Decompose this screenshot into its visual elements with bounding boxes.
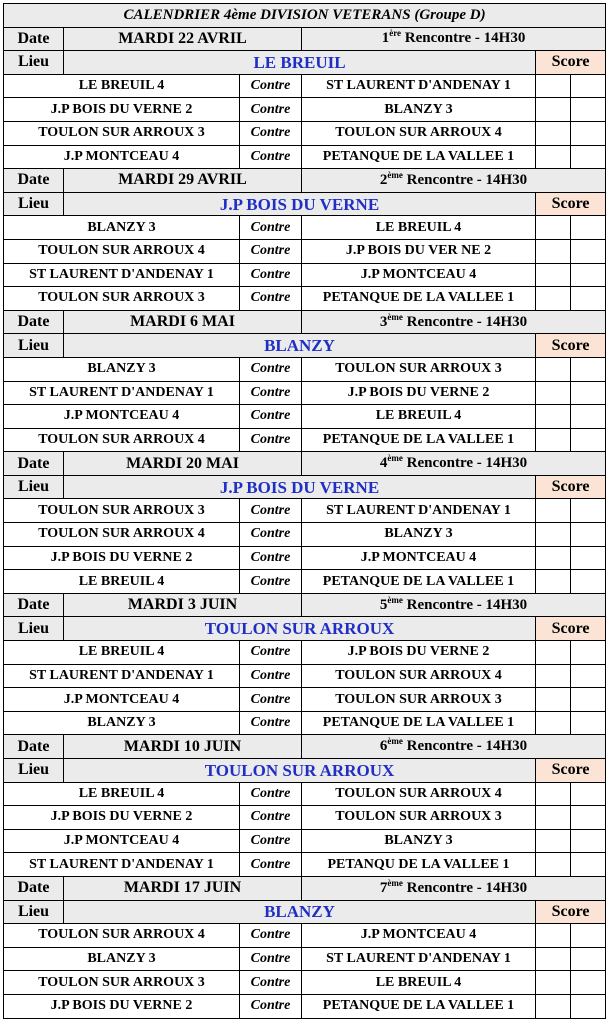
away-score-cell[interactable] (571, 806, 606, 830)
home-team: J.P MONTCEAU 4 (4, 145, 240, 169)
calendar-table (3, 3, 606, 1019)
away-team: LE BREUIL 4 (302, 971, 536, 995)
away-team: PETANQUE DE LA VALLEE 1 (302, 570, 536, 594)
match-row (4, 994, 606, 1018)
home-score-cell[interactable] (536, 947, 571, 971)
away-score-cell[interactable] (571, 664, 606, 688)
match-row (4, 947, 606, 971)
rencontre-text: Rencontre - 14H30 (402, 313, 528, 330)
home-score-cell[interactable] (536, 381, 571, 405)
date-label: Date (4, 27, 64, 51)
home-team: ST LAURENT D'ANDENAY 1 (4, 381, 240, 405)
rencontre-text: Rencontre - 14H30 (402, 738, 528, 755)
away-team: BLANZY 3 (302, 523, 536, 547)
lieu-label: Lieu (4, 475, 64, 499)
match-row (4, 239, 606, 263)
round-date-row (4, 593, 606, 617)
away-score-cell[interactable] (571, 688, 606, 712)
match-row (4, 806, 606, 830)
away-team: BLANZY 3 (302, 98, 536, 122)
home-team: J.P MONTCEAU 4 (4, 405, 240, 429)
away-score-cell[interactable] (571, 428, 606, 452)
home-score-cell[interactable] (536, 971, 571, 995)
away-score-cell[interactable] (571, 829, 606, 853)
rencontre-number: 3 (379, 313, 388, 330)
rencontre-text: Rencontre - 14H30 (401, 30, 526, 47)
rencontre-label (302, 27, 606, 51)
away-score-cell[interactable] (571, 994, 606, 1018)
contre-label: Contre (240, 216, 302, 240)
rencontre-label (302, 876, 606, 900)
match-row (4, 688, 606, 712)
round-date: MARDI 10 JUIN (64, 735, 302, 759)
rencontre-text: Rencontre - 14H30 (402, 171, 528, 188)
rencontre-number: 7 (379, 879, 388, 896)
lieu-label: Lieu (4, 900, 64, 924)
away-score-cell[interactable] (571, 145, 606, 169)
match-row (4, 971, 606, 995)
home-team: J.P BOIS DU VERNE 2 (4, 806, 240, 830)
venue-name: LE BREUIL (64, 51, 536, 75)
round-date: MARDI 17 JUIN (64, 876, 302, 900)
score-header: Score (536, 192, 606, 216)
home-team: LE BREUIL 4 (4, 641, 240, 665)
home-score-cell[interactable] (536, 357, 571, 381)
contre-label: Contre (240, 664, 302, 688)
home-score-cell[interactable] (536, 806, 571, 830)
contre-label: Contre (240, 499, 302, 523)
round-date: MARDI 6 MAI (64, 310, 302, 334)
away-team: TOULON SUR ARROUX 3 (302, 806, 536, 830)
home-score-cell[interactable] (536, 405, 571, 429)
away-score-cell[interactable] (571, 499, 606, 523)
match-row (4, 829, 606, 853)
score-header: Score (536, 900, 606, 924)
contre-label: Contre (240, 924, 302, 948)
home-score-cell[interactable] (536, 216, 571, 240)
home-score-cell[interactable] (536, 287, 571, 311)
home-score-cell[interactable] (536, 263, 571, 287)
round-date-row (4, 735, 606, 759)
home-team: LE BREUIL 4 (4, 74, 240, 98)
away-score-cell[interactable] (571, 357, 606, 381)
rencontre-label (302, 452, 606, 476)
away-score-cell[interactable] (571, 570, 606, 594)
home-score-cell[interactable] (536, 546, 571, 570)
lieu-label: Lieu (4, 759, 64, 783)
away-score-cell[interactable] (571, 546, 606, 570)
match-row (4, 782, 606, 806)
away-team: TOULON SUR ARROUX 4 (302, 664, 536, 688)
home-score-cell[interactable] (536, 711, 571, 735)
away-team: TOULON SUR ARROUX 3 (302, 688, 536, 712)
contre-label: Contre (240, 381, 302, 405)
round-venue-row (4, 334, 606, 358)
rencontre-text: Rencontre - 14H30 (402, 879, 528, 896)
match-row (4, 711, 606, 735)
away-team: PETANQUE DE LA VALLEE 1 (302, 145, 536, 169)
rencontre-suffix: ère (389, 28, 402, 39)
away-team: PETANQU DE LA VALLEE 1 (302, 853, 536, 877)
match-row (4, 641, 606, 665)
venue-name: TOULON SUR ARROUX (64, 759, 536, 783)
away-team: ST LAURENT D'ANDENAY 1 (302, 947, 536, 971)
away-team: PETANQUE DE LA VALLEE 1 (302, 428, 536, 452)
away-team: TOULON SUR ARROUX 4 (302, 782, 536, 806)
match-row (4, 357, 606, 381)
contre-label: Contre (240, 641, 302, 665)
away-team: TOULON SUR ARROUX 4 (302, 121, 536, 145)
round-venue-row (4, 51, 606, 75)
match-row (4, 216, 606, 240)
match-row (4, 499, 606, 523)
home-team: LE BREUIL 4 (4, 570, 240, 594)
contre-label: Contre (240, 145, 302, 169)
home-team: ST LAURENT D'ANDENAY 1 (4, 664, 240, 688)
round-date-row (4, 452, 606, 476)
match-row (4, 287, 606, 311)
round-venue-row (4, 475, 606, 499)
match-row (4, 428, 606, 452)
contre-label: Contre (240, 829, 302, 853)
contre-label: Contre (240, 994, 302, 1018)
home-team: BLANZY 3 (4, 216, 240, 240)
contre-label: Contre (240, 782, 302, 806)
contre-label: Contre (240, 74, 302, 98)
match-row (4, 98, 606, 122)
score-header: Score (536, 759, 606, 783)
match-row (4, 546, 606, 570)
away-team: TOULON SUR ARROUX 3 (302, 357, 536, 381)
date-label: Date (4, 735, 64, 759)
away-score-cell[interactable] (571, 523, 606, 547)
contre-label: Contre (240, 546, 302, 570)
match-row (4, 523, 606, 547)
home-team: BLANZY 3 (4, 357, 240, 381)
away-team: LE BREUIL 4 (302, 216, 536, 240)
contre-label: Contre (240, 971, 302, 995)
venue-name: J.P BOIS DU VERNE (64, 475, 536, 499)
venue-name: TOULON SUR ARROUX (64, 617, 536, 641)
rencontre-number: 6 (379, 738, 388, 755)
score-header: Score (536, 51, 606, 75)
contre-label: Contre (240, 711, 302, 735)
home-score-cell[interactable] (536, 239, 571, 263)
contre-label: Contre (240, 357, 302, 381)
away-score-cell[interactable] (571, 405, 606, 429)
away-team: LE BREUIL 4 (302, 405, 536, 429)
rencontre-label (302, 735, 606, 759)
home-team: TOULON SUR ARROUX 3 (4, 121, 240, 145)
home-score-cell[interactable] (536, 523, 571, 547)
away-score-cell[interactable] (571, 853, 606, 877)
match-row (4, 570, 606, 594)
lieu-label: Lieu (4, 192, 64, 216)
contre-label: Contre (240, 853, 302, 877)
round-date: MARDI 29 AVRIL (64, 169, 302, 193)
venue-name: J.P BOIS DU VERNE (64, 192, 536, 216)
lieu-label: Lieu (4, 617, 64, 641)
match-row (4, 924, 606, 948)
match-row (4, 145, 606, 169)
round-date: MARDI 22 AVRIL (64, 27, 302, 51)
contre-label: Contre (240, 287, 302, 311)
away-score-cell[interactable] (571, 971, 606, 995)
away-score-cell[interactable] (571, 782, 606, 806)
date-label: Date (4, 593, 64, 617)
lieu-label: Lieu (4, 334, 64, 358)
home-team: TOULON SUR ARROUX 4 (4, 523, 240, 547)
round-date-row (4, 169, 606, 193)
rencontre-suffix: ème (387, 453, 403, 464)
round-date: MARDI 3 JUIN (64, 593, 302, 617)
home-score-cell[interactable] (536, 98, 571, 122)
round-date: MARDI 20 MAI (64, 452, 302, 476)
home-team: TOULON SUR ARROUX 3 (4, 499, 240, 523)
away-score-cell[interactable] (571, 711, 606, 735)
match-row (4, 263, 606, 287)
title-row (4, 4, 606, 28)
home-team: J.P MONTCEAU 4 (4, 829, 240, 853)
away-score-cell[interactable] (571, 924, 606, 948)
away-team: PETANQUE DE LA VALLEE 1 (302, 711, 536, 735)
match-row (4, 121, 606, 145)
score-header: Score (536, 475, 606, 499)
home-team: TOULON SUR ARROUX 4 (4, 428, 240, 452)
rencontre-number: 4 (379, 455, 388, 472)
rencontre-suffix: ème (387, 594, 403, 605)
home-team: TOULON SUR ARROUX 4 (4, 239, 240, 263)
away-team: PETANQUE DE LA VALLEE 1 (302, 994, 536, 1018)
away-team: BLANZY 3 (302, 829, 536, 853)
rencontre-suffix: ème (387, 877, 403, 888)
away-team: ST LAURENT D'ANDENAY 1 (302, 74, 536, 98)
home-score-cell[interactable] (536, 829, 571, 853)
contre-label: Contre (240, 239, 302, 263)
away-score-cell[interactable] (571, 121, 606, 145)
away-team: J.P MONTCEAU 4 (302, 263, 536, 287)
match-row (4, 853, 606, 877)
away-score-cell[interactable] (571, 74, 606, 98)
away-score-cell[interactable] (571, 239, 606, 263)
contre-label: Contre (240, 263, 302, 287)
away-team: J.P BOIS DU VERNE 2 (302, 641, 536, 665)
away-score-cell[interactable] (571, 287, 606, 311)
match-row (4, 381, 606, 405)
contre-label: Contre (240, 428, 302, 452)
home-score-cell[interactable] (536, 74, 571, 98)
home-score-cell[interactable] (536, 688, 571, 712)
date-label: Date (4, 310, 64, 334)
away-team: PETANQUE DE LA VALLEE 1 (302, 287, 536, 311)
home-score-cell[interactable] (536, 428, 571, 452)
away-team: J.P BOIS DU VERNE 2 (302, 381, 536, 405)
away-team: J.P BOIS DU VER NE 2 (302, 239, 536, 263)
away-team: J.P MONTCEAU 4 (302, 924, 536, 948)
round-venue-row (4, 900, 606, 924)
away-score-cell[interactable] (571, 381, 606, 405)
away-team: ST LAURENT D'ANDENAY 1 (302, 499, 536, 523)
calendar-title: CALENDRIER 4ème DIVISION VETERANS (Groupe D) (4, 4, 606, 28)
contre-label: Contre (240, 98, 302, 122)
home-team: TOULON SUR ARROUX 3 (4, 287, 240, 311)
date-label: Date (4, 169, 64, 193)
contre-label: Contre (240, 570, 302, 594)
contre-label: Contre (240, 405, 302, 429)
home-team: TOULON SUR ARROUX 4 (4, 924, 240, 948)
away-score-cell[interactable] (571, 947, 606, 971)
home-team: J.P BOIS DU VERNE 2 (4, 994, 240, 1018)
contre-label: Contre (240, 523, 302, 547)
rencontre-suffix: ème (387, 311, 403, 322)
home-team: J.P BOIS DU VERNE 2 (4, 98, 240, 122)
home-team: LE BREUIL 4 (4, 782, 240, 806)
home-team: BLANZY 3 (4, 947, 240, 971)
home-score-cell[interactable] (536, 145, 571, 169)
rencontre-label (302, 593, 606, 617)
home-score-cell[interactable] (536, 924, 571, 948)
home-score-cell[interactable] (536, 570, 571, 594)
home-score-cell[interactable] (536, 499, 571, 523)
round-venue-row (4, 759, 606, 783)
match-row (4, 405, 606, 429)
venue-name: BLANZY (64, 334, 536, 358)
home-score-cell[interactable] (536, 853, 571, 877)
home-team: ST LAURENT D'ANDENAY 1 (4, 853, 240, 877)
contre-label: Contre (240, 947, 302, 971)
home-score-cell[interactable] (536, 994, 571, 1018)
away-score-cell[interactable] (571, 216, 606, 240)
round-date-row (4, 27, 606, 51)
home-score-cell[interactable] (536, 641, 571, 665)
score-header: Score (536, 334, 606, 358)
contre-label: Contre (240, 688, 302, 712)
rencontre-label (302, 169, 606, 193)
home-team: BLANZY 3 (4, 711, 240, 735)
home-score-cell[interactable] (536, 782, 571, 806)
lieu-label: Lieu (4, 51, 64, 75)
match-row (4, 74, 606, 98)
away-team: J.P MONTCEAU 4 (302, 546, 536, 570)
round-date-row (4, 876, 606, 900)
rencontre-number: 1 (381, 30, 390, 47)
round-venue-row (4, 192, 606, 216)
date-label: Date (4, 452, 64, 476)
match-row (4, 664, 606, 688)
home-team: TOULON SUR ARROUX 3 (4, 971, 240, 995)
rencontre-suffix: ème (387, 736, 403, 747)
rencontre-label (302, 310, 606, 334)
home-team: J.P MONTCEAU 4 (4, 688, 240, 712)
home-team: J.P BOIS DU VERNE 2 (4, 546, 240, 570)
rencontre-text: Rencontre - 14H30 (402, 596, 528, 613)
home-score-cell[interactable] (536, 121, 571, 145)
away-score-cell[interactable] (571, 98, 606, 122)
contre-label: Contre (240, 121, 302, 145)
round-date-row (4, 310, 606, 334)
venue-name: BLANZY (64, 900, 536, 924)
away-score-cell[interactable] (571, 263, 606, 287)
score-header: Score (536, 617, 606, 641)
home-team: ST LAURENT D'ANDENAY 1 (4, 263, 240, 287)
rencontre-number: 2 (379, 171, 388, 188)
rencontre-text: Rencontre - 14H30 (402, 455, 528, 472)
contre-label: Contre (240, 806, 302, 830)
date-label: Date (4, 876, 64, 900)
rencontre-number: 5 (379, 596, 388, 613)
rencontre-suffix: ème (387, 169, 403, 180)
home-score-cell[interactable] (536, 664, 571, 688)
round-venue-row (4, 617, 606, 641)
away-score-cell[interactable] (571, 641, 606, 665)
